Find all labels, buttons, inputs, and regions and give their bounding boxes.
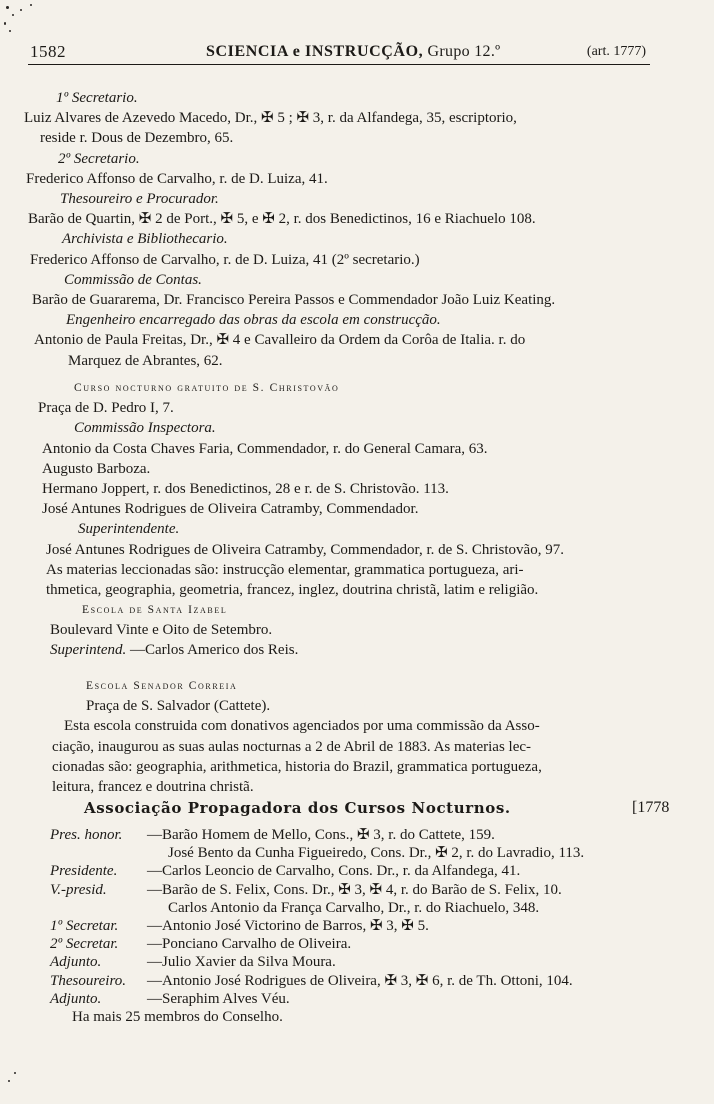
archivist-entry: Frederico Affonso de Carvalho, r. de D. Luiza, 41 (2º secretario.) xyxy=(30,251,420,268)
officer-entry: —Carlos Leoncio de Carvalho, Cons. Dr., r. da Alfandega, 41. xyxy=(147,863,521,880)
officer-entry: —Barão Homem de Mello, Cons., ✠ 3, r. do Cattete, 159. xyxy=(147,827,495,843)
description-text: Esta escola construida com donativos agenciados por uma commissão da Asso- xyxy=(64,718,540,735)
officer-role: 1º Secretar. xyxy=(50,917,119,934)
officer-row xyxy=(50,971,690,989)
officer-entry: —Antonio José Victorino de Barros, ✠ 3, ✠ 5. xyxy=(147,917,429,934)
secretary1-title: 1º Secretario. xyxy=(56,90,138,106)
running-header xyxy=(28,40,650,65)
superintendent-entry: José Antunes Rodrigues de Oliveira Catramby, Commendador, r. de S. Christovão, 97. xyxy=(46,541,564,558)
superintendent-title: Superintendente. xyxy=(78,521,180,538)
officer-entry: José Bento da Cunha Figueiredo, Cons. Dr., ✠ 2, r. do Lavradio, 113. xyxy=(168,845,585,862)
treasurer-entry: Barão de Quartin, ✠ 2 de Port., ✠ 5, e ✠ 2, r. dos Benedictinos, 16 e Riachuelo 108. xyxy=(28,211,536,228)
superintendent-entry xyxy=(0,640,714,660)
commission-member: Hermano Joppert, r. dos Benedictinos, 28 e r. de S. Christovão. 113. xyxy=(42,481,449,498)
officer-role: Presidente. xyxy=(50,863,118,880)
accounts-commission-title: Commissão de Contas. xyxy=(64,271,202,288)
treasurer-title: Thesoureiro e Procurador. xyxy=(60,191,219,208)
officer-role: Pres. honor. xyxy=(50,827,123,843)
description-text: leitura, francez e doutrina christã. xyxy=(52,779,254,796)
officer-entry: —Barão de S. Felix, Cons. Dr., ✠ 3, ✠ 4, r. do Barão de S. Felix, 10. xyxy=(147,881,562,898)
escola-santa-izabel-section xyxy=(0,600,714,661)
secretary2-entry: Frederico Affonso de Carvalho, r. de D. Luiza, 41. xyxy=(26,170,328,187)
running-title xyxy=(206,42,500,62)
officer-row xyxy=(50,934,690,952)
officer-row xyxy=(50,861,690,879)
association-title: Associação Propagadora dos Cursos Nocturnos. xyxy=(84,799,511,817)
archivist-title: Archivista e Bibliothecario. xyxy=(62,231,228,248)
superintendent-label: Superintend. xyxy=(50,642,127,659)
description-text: ciação, inaugurou as suas aulas nocturnas a 2 de Abril de 1883. As materias lec- xyxy=(52,738,532,755)
subjects-text-cont: thmetica, geographia, geometria, francez, inglez, doutrina christã, latim e religião. xyxy=(46,582,539,599)
board-listing xyxy=(0,88,714,371)
officer-entry: —Seraphim Alves Véu. xyxy=(147,990,290,1007)
subjects-text: As materias leccionadas são: instrucção elementar, grammatica portugueza, ari- xyxy=(46,561,524,578)
officer-role: Adjunto. xyxy=(50,954,102,971)
section-address: Boulevard Vinte e Oito de Setembro. xyxy=(50,622,273,639)
running-title-group: Grupo 12.º xyxy=(427,43,501,60)
commission-member: Augusto Barboza. xyxy=(42,460,151,477)
superintendent-name: —Carlos Americo dos Reis. xyxy=(130,642,299,659)
escola-senador-correia-section xyxy=(0,676,714,797)
engineer-entry: Antonio de Paula Freitas, Dr., ✠ 4 e Cavalleiro da Ordem da Corôa de Italia. r. do xyxy=(34,332,526,349)
officer-role: Thesoureiro. xyxy=(50,972,126,989)
officer-row xyxy=(50,843,690,861)
council-note: Ha mais 25 membros do Conselho. xyxy=(72,1008,283,1025)
officer-row xyxy=(50,952,690,970)
officer-row xyxy=(50,880,690,898)
officer-row xyxy=(50,916,690,934)
secretary1-entry-cont: reside r. Dous de Dezembro, 65. xyxy=(40,130,234,147)
article-reference: (art. 1777) xyxy=(586,44,646,59)
officer-role: 2º Secretar. xyxy=(50,936,119,953)
council-footer xyxy=(50,1007,690,1025)
section-heading: Curso nocturno gratuito de S. Christovão xyxy=(74,382,340,394)
section-address: Praça de D. Pedro I, 7. xyxy=(38,400,174,417)
engineer-entry-cont: Marquez de Abrantes, 62. xyxy=(68,352,223,369)
accounts-commission-entry: Barão de Guararema, Dr. Francisco Pereira Passos e Commendador João Luiz Keating. xyxy=(32,292,556,309)
section-heading: Escola Senador Correia xyxy=(86,680,238,692)
description-text: cionadas são: geographia, arithmetica, historia do Brazil, grammatica portugueza, xyxy=(52,758,542,775)
section-heading: Escola de Santa Izabel xyxy=(82,604,228,616)
curso-nocturno-section xyxy=(0,378,714,600)
officer-role: Adjunto. xyxy=(50,990,102,1007)
officer-row xyxy=(50,898,690,916)
commission-member: José Antunes Rodrigues de Oliveira Catramby, Commendador. xyxy=(42,501,419,518)
article-number: [1778 xyxy=(632,799,670,816)
page-number: 1582 xyxy=(30,42,66,61)
engineer-title: Engenheiro encarregado das obras da escola em construcção. xyxy=(66,312,441,329)
officer-role: V.-presid. xyxy=(50,881,107,898)
secretary2-title: 2º Secretario. xyxy=(58,150,140,167)
officer-row xyxy=(50,825,690,843)
officer-entry: Carlos Antonio da França Carvalho, Dr., r. do Riachuelo, 348. xyxy=(168,899,540,916)
officer-entry: —Ponciano Carvalho de Oliveira. xyxy=(147,936,352,953)
officer-entry: —Antonio José Rodrigues de Oliveira, ✠ 3, ✠ 6, r. de Th. Ottoni, 104. xyxy=(147,972,573,989)
officer-entry: —Julio Xavier da Silva Moura. xyxy=(147,954,336,971)
section-address: Praça de S. Salvador (Cattete). xyxy=(86,698,271,715)
running-title-bold: SCIENCIA e INSTRUCÇÃO, xyxy=(206,43,424,60)
secretary1-entry: Luiz Alvares de Azevedo Macedo, Dr., ✠ 5 ; ✠ 3, r. da Alfandega, 35, escriptorio, xyxy=(24,110,517,127)
association-officers-list xyxy=(50,825,690,1025)
commission-member: Antonio da Costa Chaves Faria, Commendador, r. do General Camara, 63. xyxy=(42,440,488,457)
inspection-commission-title: Commissão Inspectora. xyxy=(74,420,216,437)
officer-row xyxy=(50,989,690,1007)
